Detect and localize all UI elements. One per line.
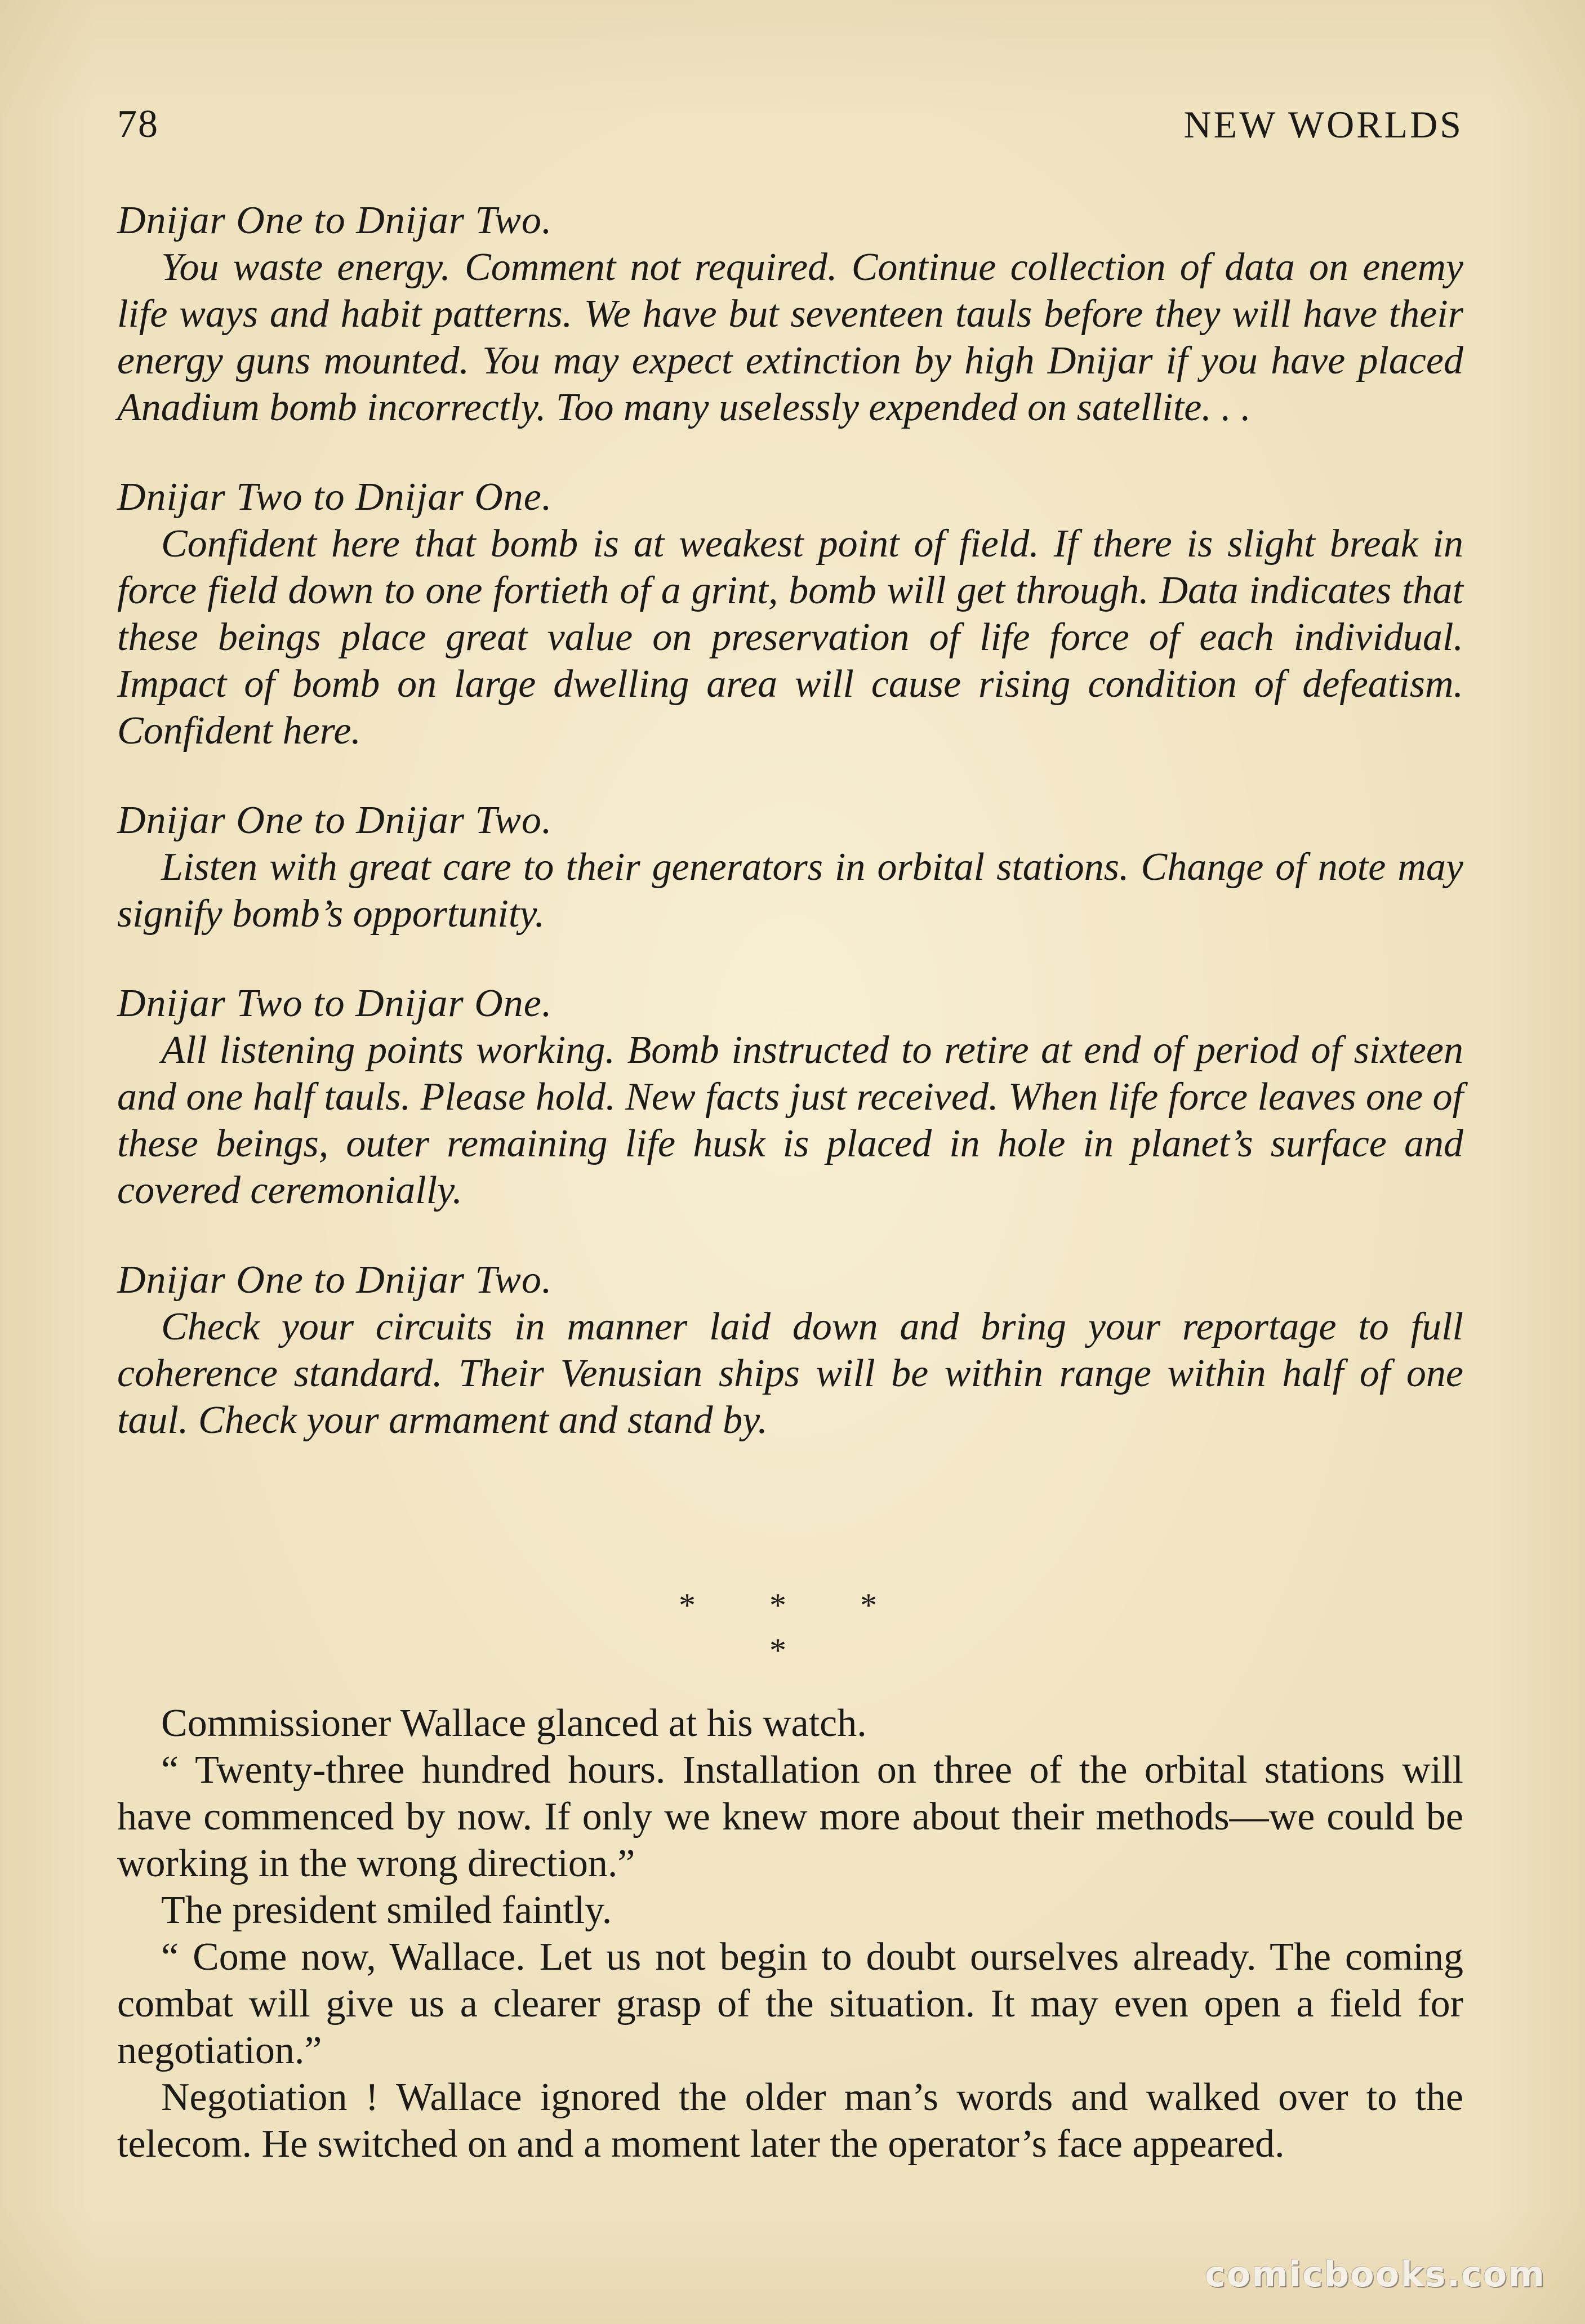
source-watermark: comicbooks.com bbox=[1204, 2254, 1546, 2295]
transmission-message bbox=[117, 1257, 1463, 1444]
message-speaker: Dnijar Two to Dnijar One. bbox=[117, 982, 553, 1025]
narrative-paragraph: Commissioner Wallace glanced at his watch. bbox=[161, 1702, 867, 1745]
transmission-message bbox=[117, 797, 1463, 937]
transmission-log bbox=[117, 197, 1463, 1486]
section-separator: * * * * bbox=[679, 1587, 910, 1669]
narrative-paragraph: The president smiled faintly. bbox=[161, 1889, 612, 1932]
narrative-paragraph: “ Come now, Wallace. Let us not begin to doubt ourselves already. The coming combat will give us a clearer grasp of the situation. It may even open a field for negotiation.” bbox=[117, 1935, 1463, 2072]
message-speaker: Dnijar One to Dnijar Two. bbox=[117, 799, 553, 842]
narrative-text bbox=[117, 1700, 1463, 2167]
message-body: Listen with great care to their generators in orbital stations. Change of note may signify bomb’s opportunity. bbox=[117, 845, 1463, 936]
message-speaker: Dnijar One to Dnijar Two. bbox=[117, 199, 553, 242]
narrative-paragraph: Negotiation ! Wallace ignored the older man’s words and walked over to the telecom. He switched on and a moment later the operator’s face appeared. bbox=[117, 2076, 1463, 2166]
message-body: Check your circuits in manner laid down and bring your reportage to full coherence standard. Their Venusian ships will be within range within half of one taul. Check your armament and stand by. bbox=[117, 1305, 1463, 1442]
message-speaker: Dnijar Two to Dnijar One. bbox=[117, 475, 553, 519]
running-head: NEW WORLDS bbox=[1183, 103, 1463, 146]
page-header bbox=[117, 99, 1463, 150]
message-body: You waste energy. Comment not required. Continue collection of data on enemy life ways and habit patterns. We have but seventeen tauls before they will have their energy guns mounted. You may expect extinction by high Dnijar if you have placed Anadium bomb incorrectly. Too many uselessly expended on satellite. . . bbox=[117, 246, 1463, 429]
message-body: All listening points working. Bomb instructed to retire at end of period of sixteen and one half tauls. Please hold. New facts just received. When life force leaves one of these beings, outer remaining life husk is placed in hole in planet’s surface and covered ceremonially. bbox=[117, 1029, 1463, 1212]
transmission-message bbox=[117, 197, 1463, 431]
page-number: 78 bbox=[117, 103, 159, 146]
narrative-paragraph: “ Twenty-three hundred hours. Installation on three of the orbital stations will have commenced by now. If only we knew more about their methods—we could be working in the wrong direction.” bbox=[117, 1748, 1463, 1885]
message-speaker: Dnijar One to Dnijar Two. bbox=[117, 1258, 553, 1302]
transmission-message bbox=[117, 980, 1463, 1214]
transmission-message bbox=[117, 474, 1463, 754]
message-body: Confident here that bomb is at weakest point of field. If there is slight break in force field down to one fortieth of a grint, bomb will get through. Data indicates that these beings place great value on preservation of life force of each individual. Impact of bomb on large dwelling area will cause rising condition of defeatism. Confident here. bbox=[117, 522, 1463, 753]
